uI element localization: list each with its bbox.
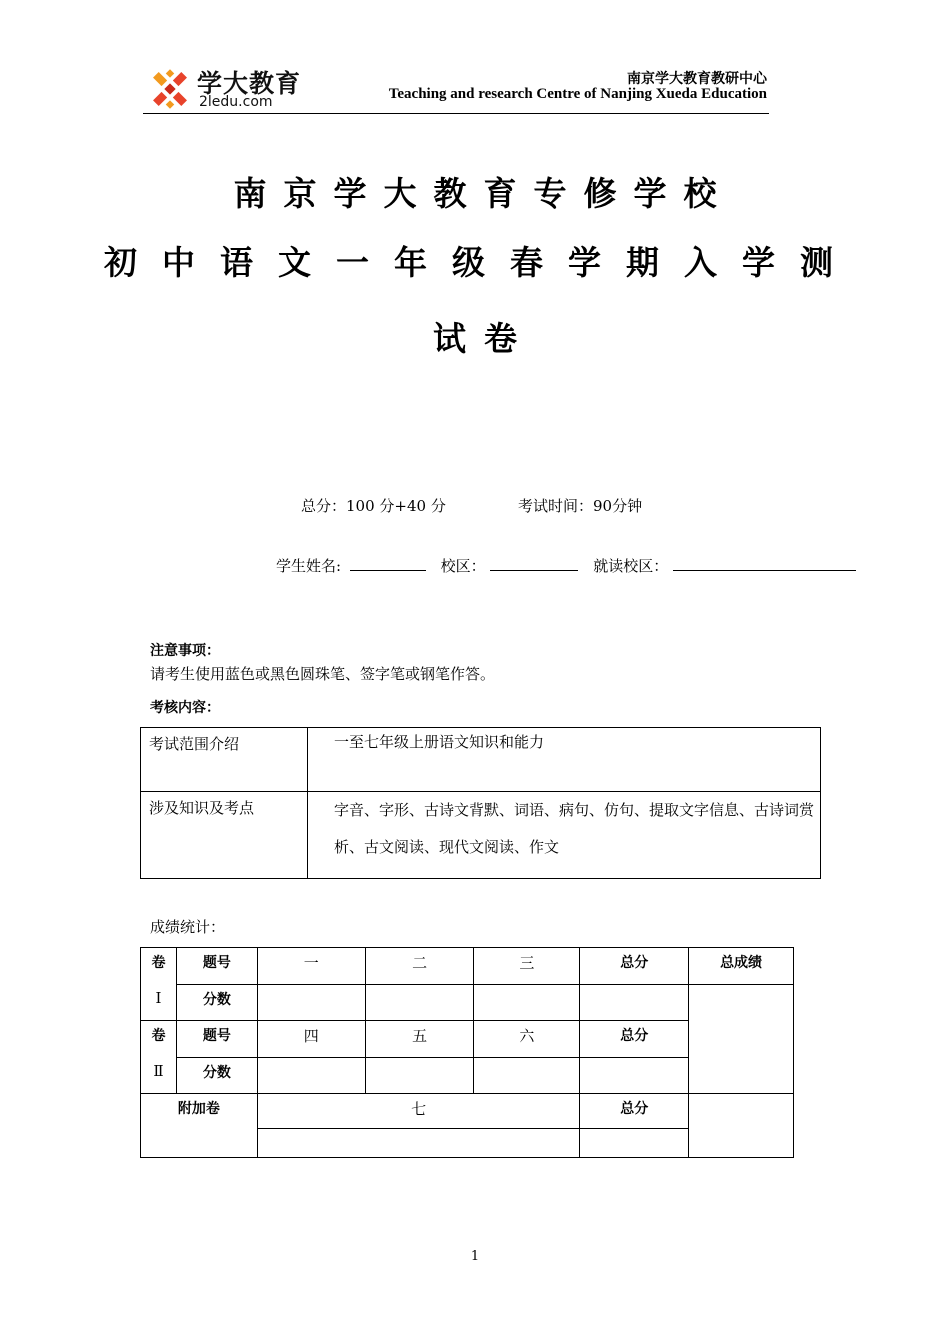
- campus-field[interactable]: [490, 556, 578, 571]
- table-row: [141, 1094, 794, 1129]
- question-header: 七: [257, 1094, 579, 1129]
- content-value: 一至七年级上册语文知识和能力: [308, 728, 821, 792]
- table-row: [141, 728, 821, 792]
- logo-text-cn: 学大教育: [197, 69, 302, 98]
- subtotal-label: 总分: [580, 1094, 689, 1129]
- extra-total-cell[interactable]: [689, 1094, 794, 1158]
- student-info-row: [276, 555, 856, 576]
- content-label: 涉及知识及考点: [141, 792, 308, 879]
- school-area-label: 就读校区：: [593, 557, 669, 575]
- table-row: [141, 985, 794, 1021]
- fenshu-label: 分数: [176, 1058, 257, 1094]
- part-roman-label: Ⅱ: [141, 1058, 177, 1094]
- grand-total-cell[interactable]: [689, 985, 794, 1094]
- question-header: 五: [365, 1021, 474, 1058]
- score-cell[interactable]: [580, 1129, 689, 1158]
- notes-text: 请考生使用蓝色或黑色圆珠笔、签字笔或钢笔作答。: [150, 665, 496, 683]
- campus-label: 校区：: [440, 557, 486, 575]
- fenshu-label: 分数: [176, 985, 257, 1021]
- title-line-2: 初中语文一年级春学期入学测: [104, 243, 858, 282]
- score-cell[interactable]: [365, 1058, 474, 1094]
- student-name-field[interactable]: [350, 556, 426, 571]
- juan-label: 卷: [141, 1021, 177, 1058]
- score-cell[interactable]: [257, 1058, 365, 1094]
- exam-time: 考试时间：90分钟: [518, 497, 643, 515]
- page-number: 1: [470, 1249, 480, 1264]
- question-header: 四: [257, 1021, 365, 1058]
- header-divider: [143, 113, 769, 114]
- notes-heading: 注意事项：: [150, 643, 220, 659]
- school-area-field[interactable]: [673, 556, 856, 571]
- score-table: [140, 947, 794, 1158]
- content-value: 字音、字形、古诗文背默、词语、病句、仿句、提取文字信息、古诗词赏析、古文阅读、现代文阅读、作文: [308, 792, 821, 879]
- question-header: 三: [474, 948, 580, 985]
- grand-total-label: 总成绩: [689, 948, 794, 985]
- total-score: 总分：100 分+40 分: [301, 497, 446, 515]
- score-stats-label: 成绩统计：: [150, 918, 226, 936]
- header-org-cn: 南京学大教育教研中心: [627, 71, 767, 87]
- score-cell[interactable]: [580, 985, 689, 1021]
- tihao-label: 题号: [176, 1021, 257, 1058]
- content-label: 考试范围介绍: [141, 728, 308, 792]
- part-roman-label: Ⅰ: [141, 985, 177, 1021]
- title-line-3: 试卷: [433, 319, 535, 358]
- content-heading: 考核内容：: [150, 700, 220, 716]
- table-row: [141, 792, 821, 879]
- score-cell[interactable]: [580, 1058, 689, 1094]
- score-cell[interactable]: [365, 985, 474, 1021]
- question-header: 一: [257, 948, 365, 985]
- tihao-label: 题号: [176, 948, 257, 985]
- score-cell[interactable]: [474, 985, 580, 1021]
- student-name-label: 学生姓名:: [276, 557, 342, 575]
- header-org-en: Teaching and research Centre of Nanjing Xueda Education: [388, 86, 767, 102]
- content-table: [140, 727, 821, 879]
- table-row: [141, 948, 794, 985]
- logo-text-en: 2ledu.com: [199, 94, 273, 110]
- score-cell[interactable]: [257, 985, 365, 1021]
- score-cell[interactable]: [474, 1058, 580, 1094]
- extra-paper-label: 附加卷: [141, 1094, 258, 1158]
- subtotal-label: 总分: [580, 1021, 689, 1058]
- juan-label: 卷: [141, 948, 177, 985]
- title-line-1: 南京学大教育专修学校: [233, 174, 734, 213]
- question-header: 二: [365, 948, 474, 985]
- score-cell[interactable]: [257, 1129, 579, 1158]
- question-header: 六: [474, 1021, 580, 1058]
- subtotal-label: 总分: [580, 948, 689, 985]
